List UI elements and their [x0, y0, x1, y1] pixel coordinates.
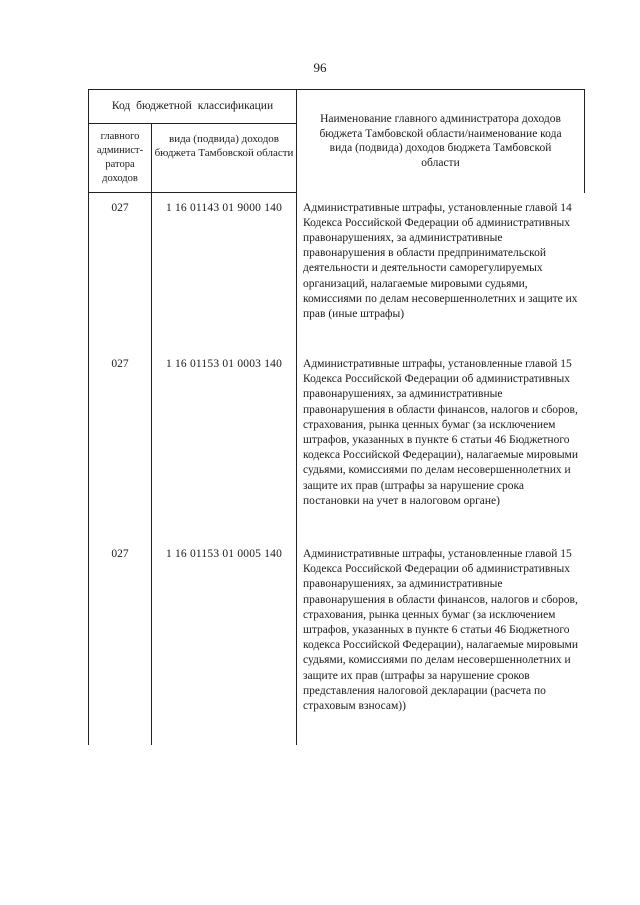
income-code-cell: 1 16 01143 01 9000 140	[152, 193, 297, 350]
table-row	[89, 193, 585, 350]
admin-code-cell: 027	[89, 193, 152, 350]
table-header-row	[89, 90, 585, 124]
header-budget-classification-code: Код бюджетной классификации	[89, 90, 297, 124]
table-row	[89, 349, 585, 539]
page-number: 96	[313, 60, 327, 75]
header-income-kind: вида (подвида) доходов бюджета Тамбовской области	[152, 124, 297, 193]
income-name-cell: Административные штрафы, установленные главой 15 Кодекса Российской Федерации об административных правонарушениях, за административные правонарушения в области финансов, налогов и сборов, страхования, рынка ценных бумаг (за исключением штрафов, указанных в пункте 6 статьи 46 Бюджетного кодекса Российской Федерации), налагаемые мировыми судьями, комиссиями по делам несовершеннолетних и защите их прав (штрафы за нарушение срока постановки на учет в налоговом органе)	[303, 358, 578, 507]
header-chief-administrator: главного админист-ратора доходов	[89, 124, 152, 193]
income-name-cell: Административные штрафы, установленные главой 15 Кодекса Российской Федерации об административных правонарушениях, за административные правонарушения в области финансов, налогов и сборов, страхования, рынка ценных бумаг (за исключением штрафов, указанных в пункте 6 статьи 46 Бюджетного кодекса Российской Федерации), налагаемые мировыми судьями, комиссиями по делам несовершеннолетних и защите их прав (штрафы за нарушение сроков представления налоговой декларации (расчета по страховым взносам))	[303, 548, 578, 713]
budget-classification-table	[88, 89, 585, 745]
income-code-cell: 1 16 01153 01 0003 140	[152, 349, 297, 539]
admin-code-cell: 027	[89, 349, 152, 539]
header-administrator-name: Наименование главного администратора доходов бюджета Тамбовской области/наименование кода вида (подвида) доходов бюджета Тамбовской области	[297, 90, 585, 193]
table-row	[89, 539, 585, 745]
income-code-cell: 1 16 01153 01 0005 140	[152, 539, 297, 745]
admin-code-cell: 027	[89, 539, 152, 745]
income-name-cell: Административные штрафы, установленные главой 14 Кодекса Российской Федерации об административных правонарушениях, за административные правонарушения в области предпринимательской деятельности и деятельности саморегулируемых организаций, налагаемые мировыми судьями, комиссиями по делам несовершеннолетних и защите их прав (иные штрафы)	[303, 201, 578, 320]
